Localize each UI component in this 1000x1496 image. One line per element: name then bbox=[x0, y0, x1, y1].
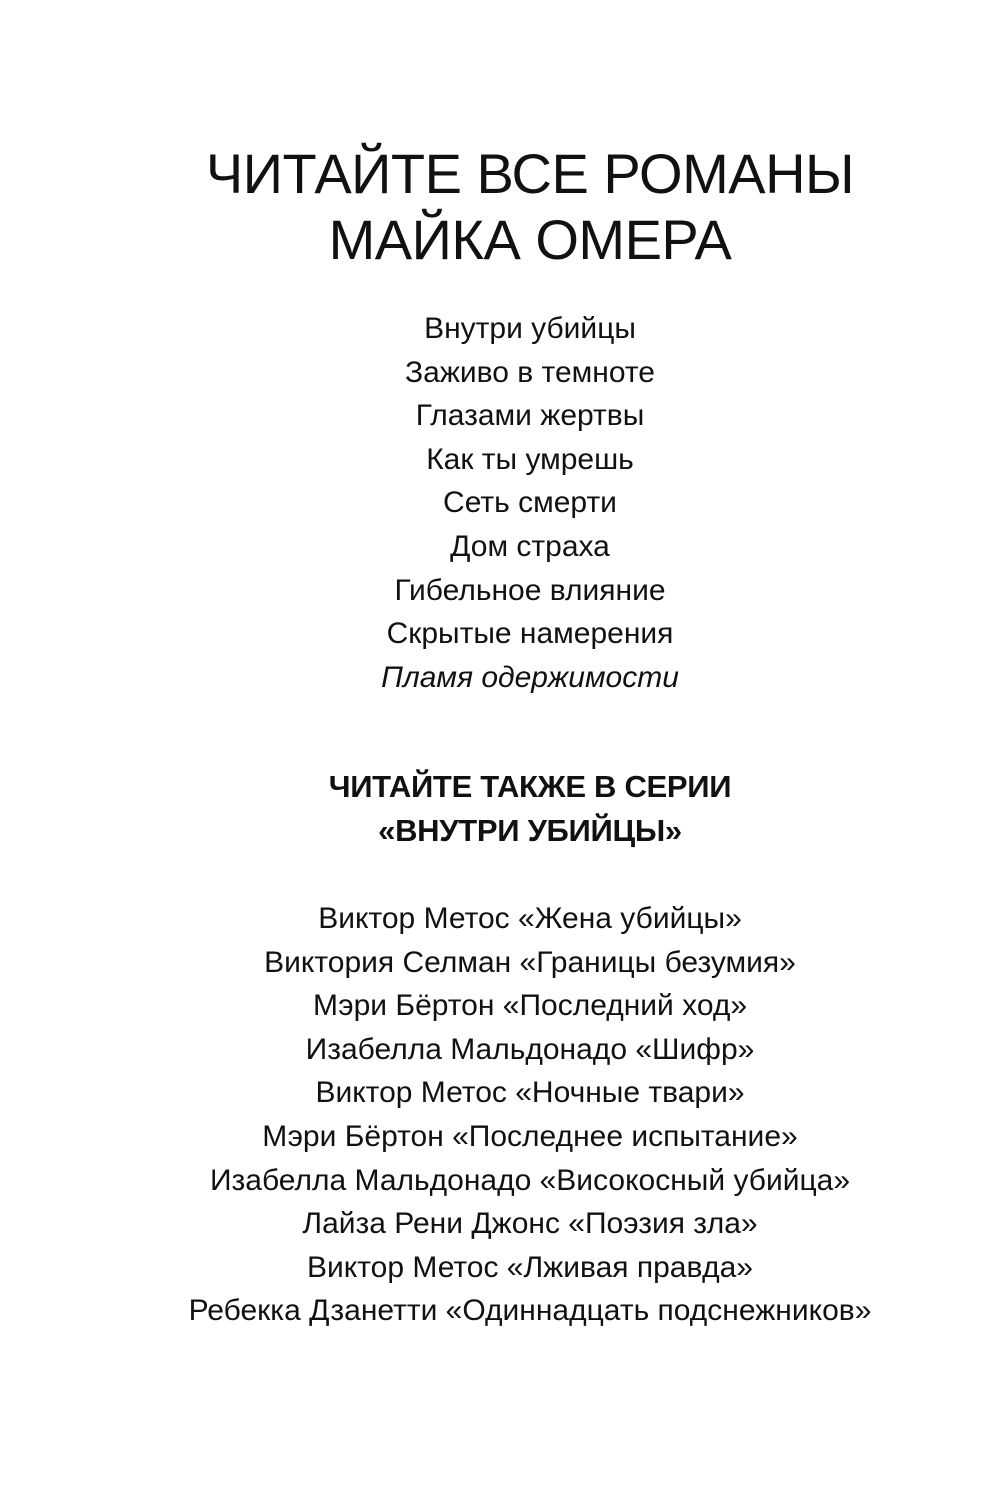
series-heading-line-1: ЧИТАЙТЕ ТАКЖЕ В СЕРИИ bbox=[328, 769, 732, 804]
series-book-item: Виктор Метос «Жена убийцы» bbox=[318, 902, 742, 935]
series-book-item: Виктор Метос «Лживая правда» bbox=[307, 1250, 753, 1284]
novel-item: Заживо в темноте bbox=[405, 355, 655, 389]
novel-item: Скрытые намерения bbox=[386, 617, 674, 651]
series-books-list bbox=[0, 897, 1000, 1333]
novels-list bbox=[0, 307, 1000, 699]
series-heading-line-2: «ВНУТРИ УБИЙЦЫ» bbox=[378, 813, 682, 848]
series-book-item: Мэри Бёртон «Последний ход» bbox=[312, 989, 748, 1023]
novel-item: Глазами жертвы bbox=[415, 399, 645, 433]
series-book-item: Виктор Метос «Ночные твари» bbox=[315, 1076, 745, 1110]
novel-item: Внутри убийцы bbox=[424, 312, 636, 345]
series-book-item: Лайза Рени Джонс «Поэзия зла» bbox=[302, 1207, 758, 1241]
novel-item: Как ты умрешь bbox=[426, 442, 634, 476]
page-title-line-1: ЧИТАЙТЕ ВСЕ РОМАНЫ bbox=[205, 142, 855, 205]
novel-item-upcoming: Пламя одержимости bbox=[381, 660, 679, 694]
series-book-item: Изабелла Мальдонадо «Шифр» bbox=[305, 1032, 755, 1066]
series-book-item: Виктория Селман «Границы безумия» bbox=[264, 945, 796, 979]
page-title-line-2: МАЙКА ОМЕРА bbox=[328, 208, 732, 271]
novel-item: Гибельное влияние bbox=[394, 573, 666, 607]
series-book-item: Мэри Бёртон «Последнее испытание» bbox=[262, 1119, 798, 1153]
novel-item: Дом страха bbox=[450, 529, 610, 563]
novel-item: Сеть смерти bbox=[443, 486, 617, 520]
series-book-item: Изабелла Мальдонадо «Високосный убийца» bbox=[209, 1163, 851, 1197]
series-book-item: Ребекка Дзанетти «Одиннадцать подснежников» bbox=[188, 1294, 872, 1328]
